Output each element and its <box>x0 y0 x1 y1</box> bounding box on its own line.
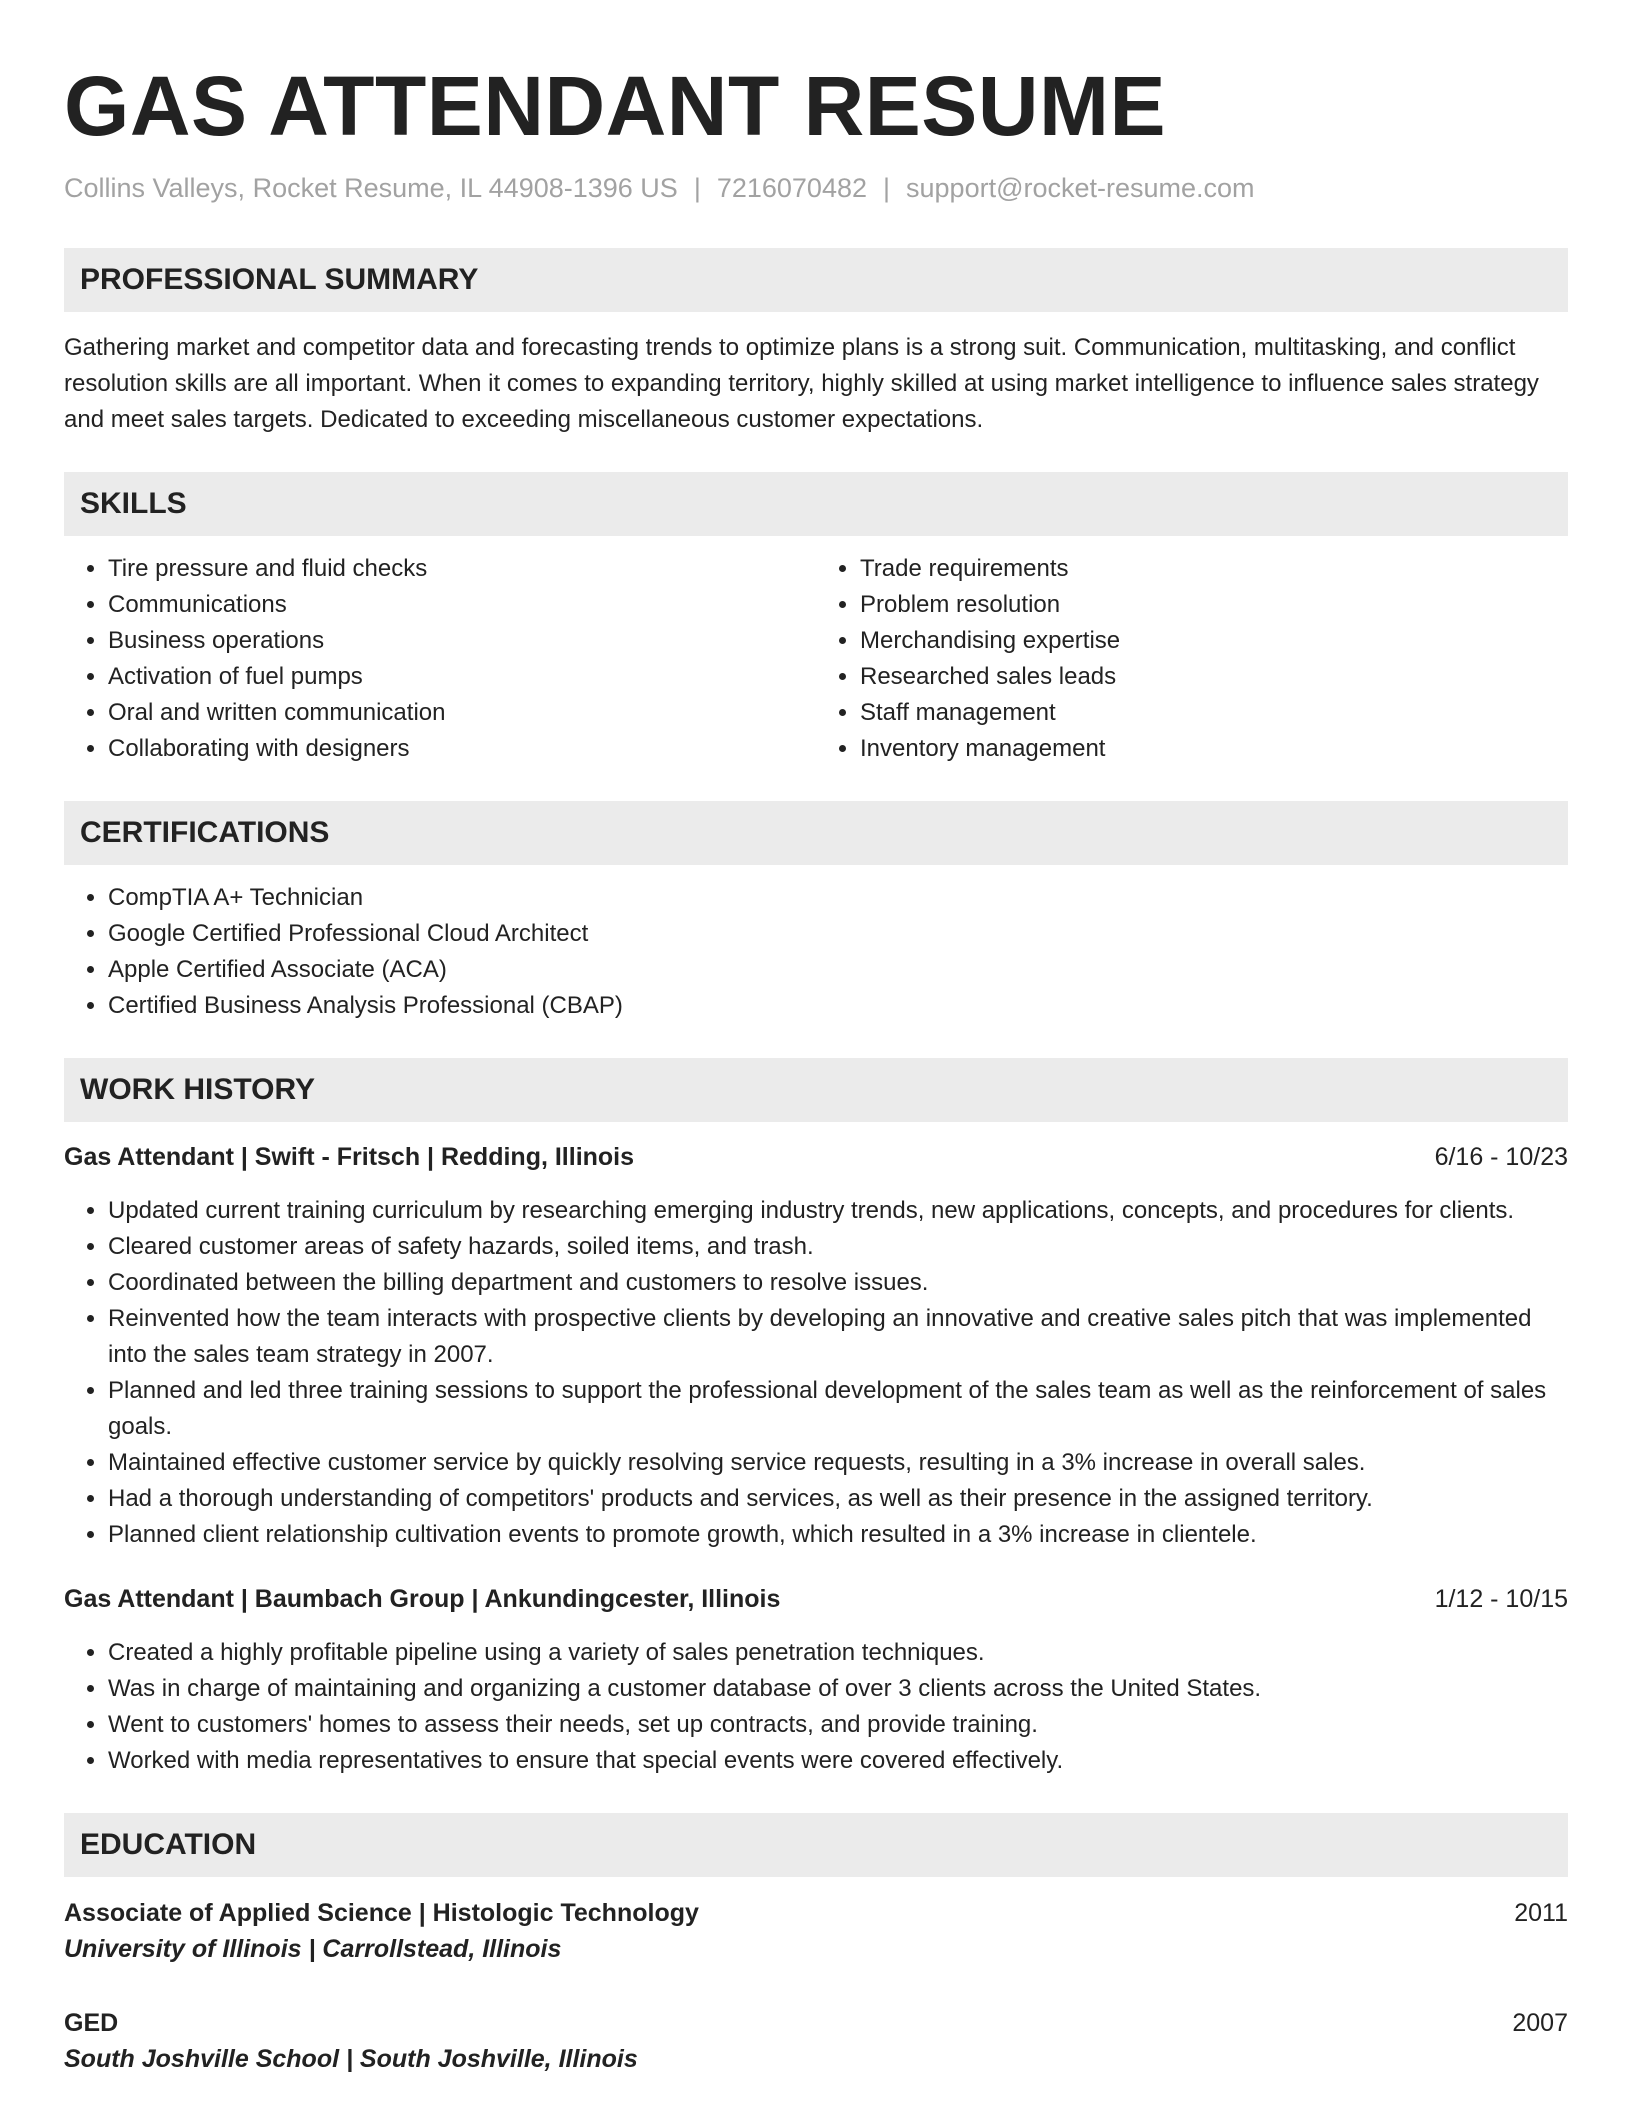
job-header <box>64 1581 1568 1617</box>
skill-item: • Collaborating with designers <box>108 731 816 767</box>
skill-item: • Communications <box>108 587 816 623</box>
job-bullet: • Maintained effective customer service by quickly resolving service requests, resulting in a 3% increase in overall sales. <box>108 1445 1568 1481</box>
skill-item: • Business operations <box>108 623 816 659</box>
skills-list-left <box>64 551 816 767</box>
job-bullets <box>64 1193 1568 1553</box>
certification-item: • Apple Certified Associate (ACA) <box>108 952 1568 988</box>
summary-text: Gathering market and competitor data and forecasting trends to optimize plans is a strong suit. Communication, multitasking, and conflict resolution skills are all important. When it comes to expanding territory, highly skilled at using market intelligence to influence sales strategy and meet sales targets. Dedicated to exceeding miscellaneous customer expectations. <box>64 334 1539 433</box>
certifications-section-header <box>64 801 1568 865</box>
contact-phone: 7216070482 <box>716 173 867 203</box>
skills-heading: SKILLS <box>80 487 187 520</box>
skill-item: • Staff management <box>860 695 1568 731</box>
skill-item: • Researched sales leads <box>860 659 1568 695</box>
job-bullet: • Coordinated between the billing department and customers to resolve issues. <box>108 1265 1568 1301</box>
skills-section-header <box>64 472 1568 536</box>
education-year: 2007 <box>1512 2009 1568 2037</box>
skills-list-right <box>816 551 1568 767</box>
work-section-header <box>64 1058 1568 1122</box>
skill-item: • Tire pressure and fluid checks <box>108 551 816 587</box>
skill-item: • Trade requirements <box>860 551 1568 587</box>
summary-heading: PROFESSIONAL SUMMARY <box>80 263 479 296</box>
contact-separator: | <box>883 173 891 203</box>
education-school: South Joshville School | South Joshville, Illinois <box>64 2045 638 2073</box>
education-section-header <box>64 1813 1568 1877</box>
skill-item: • Merchandising expertise <box>860 623 1568 659</box>
skill-item: • Activation of fuel pumps <box>108 659 816 695</box>
certification-item: • Certified Business Analysis Professional (CBAP) <box>108 988 1568 1024</box>
job-bullet: • Created a highly profitable pipeline using a variety of sales penetration techniques. <box>108 1635 1568 1671</box>
job-bullets <box>64 1635 1568 1779</box>
job-bullet: • Reinvented how the team interacts with prospective clients by developing an innovative and creative sales pitch that was implemented into the sales team strategy in 2007. <box>108 1301 1568 1373</box>
contact-email: support@rocket-resume.com <box>906 173 1255 203</box>
contact-address: Collins Valleys, Rocket Resume, IL 44908-1396 US <box>64 173 678 203</box>
job-bullet: • Had a thorough understanding of competitors' products and services, as well as their presence in the assigned territory. <box>108 1481 1568 1517</box>
job-dates: 6/16 - 10/23 <box>1434 1143 1568 1171</box>
certification-item: • Google Certified Professional Cloud Architect <box>108 916 1568 952</box>
job-title: Gas Attendant | Baumbach Group | Ankundingcester, Illinois <box>64 1585 781 1613</box>
certifications-heading: CERTIFICATIONS <box>80 816 330 849</box>
skills-grid <box>64 551 1568 767</box>
education-year: 2011 <box>1514 1899 1568 1927</box>
education-entry-header <box>64 1895 1568 1931</box>
job-bullet: • Worked with media representatives to ensure that special events were covered effectively. <box>108 1743 1568 1779</box>
certifications-list <box>64 880 1568 1024</box>
education-entry-header <box>64 2005 1568 2041</box>
job-header <box>64 1139 1568 1175</box>
education-degree: GED <box>64 2009 119 2037</box>
summary-section-header <box>64 248 1568 312</box>
work-heading: WORK HISTORY <box>80 1073 316 1106</box>
job-bullet: • Went to customers' homes to assess their needs, set up contracts, and provide training. <box>108 1707 1568 1743</box>
job-bullet: • Planned client relationship cultivation events to promote growth, which resulted in a 3% increase in clientele. <box>108 1517 1568 1553</box>
education-heading: EDUCATION <box>80 1828 257 1861</box>
skill-item: • Oral and written communication <box>108 695 816 731</box>
education-school: University of Illinois | Carrollstead, Illinois <box>64 1935 562 1963</box>
skill-item: • Problem resolution <box>860 587 1568 623</box>
certification-item: • CompTIA A+ Technician <box>108 880 1568 916</box>
resume-title: GAS ATTENDANT RESUME <box>64 59 1166 153</box>
job-bullet: • Cleared customer areas of safety hazards, soiled items, and trash. <box>108 1229 1568 1265</box>
job-bullet: • Was in charge of maintaining and organizing a customer database of over 3 clients across the United States. <box>108 1671 1568 1707</box>
job-title: Gas Attendant | Swift - Fritsch | Redding, Illinois <box>64 1143 635 1171</box>
skill-item: • Inventory management <box>860 731 1568 767</box>
job-dates: 1/12 - 10/15 <box>1434 1585 1568 1613</box>
job-bullet: • Planned and led three training sessions to support the professional development of the sales team as well as the reinforcement of sales goals. <box>108 1373 1568 1445</box>
education-degree: Associate of Applied Science | Histologic Technology <box>64 1899 699 1927</box>
contact-line <box>64 170 1568 206</box>
contact-separator: | <box>693 173 701 203</box>
job-bullet: • Updated current training curriculum by researching emerging industry trends, new applications, concepts, and procedures for clients. <box>108 1193 1568 1229</box>
